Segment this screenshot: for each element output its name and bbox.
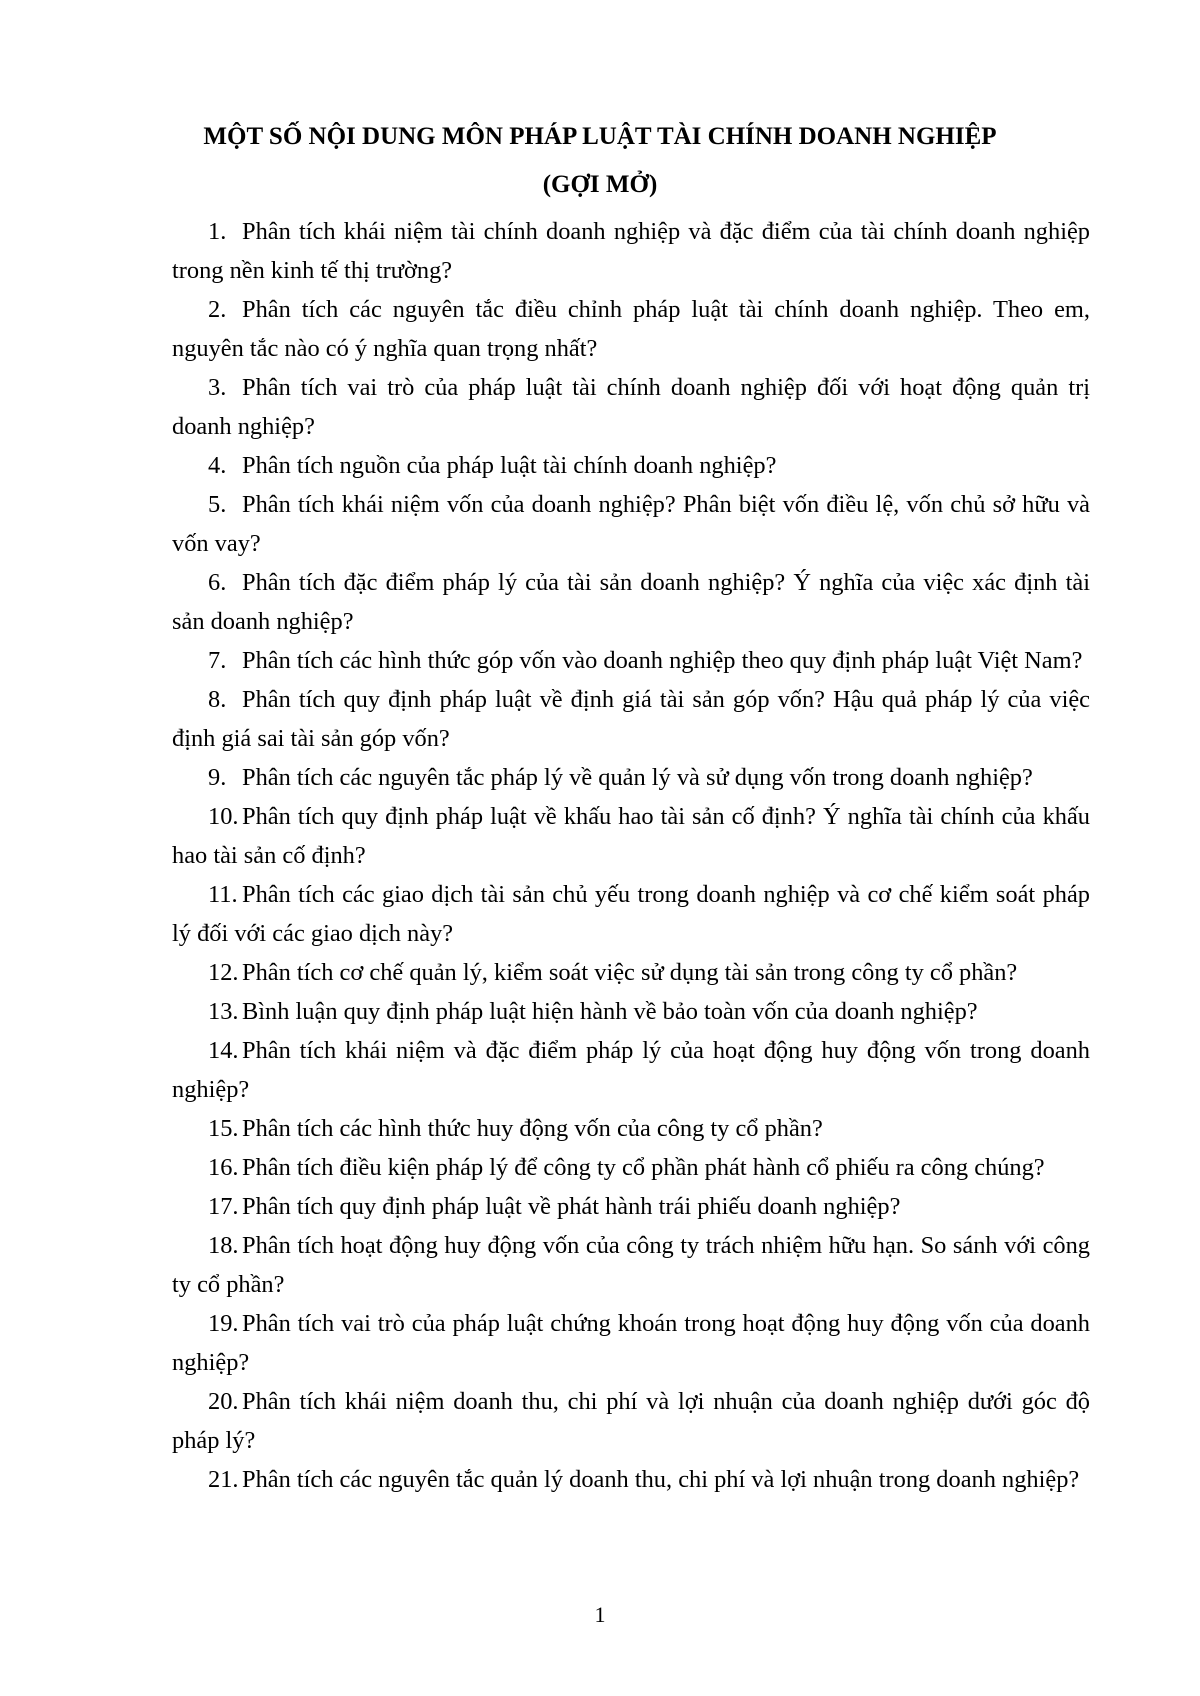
question-number: 19. [208,1310,239,1337]
question-number: 3. [208,374,227,401]
question-text: Phân tích các hình thức huy động vốn của công ty cổ phần? [242,1115,823,1142]
question-text: Phân tích quy định pháp luật về phát hành trái phiếu doanh nghiệp? [242,1193,901,1220]
question-number: 12. [208,959,239,986]
question-item [172,875,1090,953]
question-number: 18. [208,1232,239,1259]
question-item [172,485,1090,563]
question-text: Phân tích vai trò của pháp luật tài chính doanh nghiệp đối với hoạt động quản trị doanh nghiệp? [172,374,1090,440]
question-number: 17. [208,1193,239,1220]
question-item [172,1148,1090,1187]
question-number: 7. [208,647,227,674]
question-number: 2. [208,296,227,323]
question-item [172,1031,1090,1109]
question-text: Phân tích các hình thức góp vốn vào doanh nghiệp theo quy định pháp luật Việt Nam? [242,647,1083,674]
question-text: Phân tích khái niệm và đặc điểm pháp lý của hoạt động huy động vốn trong doanh nghiệp? [172,1037,1090,1103]
question-number: 1. [208,218,227,245]
question-text: Phân tích nguồn của pháp luật tài chính doanh nghiệp? [242,452,777,479]
question-item [172,212,1090,290]
question-number: 11. [208,881,238,908]
question-text: Bình luận quy định pháp luật hiện hành về bảo toàn vốn của doanh nghiệp? [242,998,978,1025]
question-text: Phân tích các giao dịch tài sản chủ yếu trong doanh nghiệp và cơ chế kiểm soát pháp lý đối với các giao dịch này? [172,881,1090,947]
question-item [172,290,1090,368]
page-number: 1 [594,1602,606,1627]
question-item [172,680,1090,758]
question-item [172,368,1090,446]
question-item [172,797,1090,875]
question-text: Phân tích quy định pháp luật về khấu hao tài sản cố định? Ý nghĩa tài chính của khấu hao tài sản cố định? [172,803,1090,869]
question-item [172,1187,1090,1226]
document-title: MỘT SỐ NỘI DUNG MÔN PHÁP LUẬT TÀI CHÍNH DOANH NGHIỆP [203,123,997,150]
question-item [172,758,1090,797]
question-item [172,953,1090,992]
document-subtitle: (GỢI MỞ) [542,171,658,198]
question-number: 16. [208,1154,239,1181]
question-number: 21. [208,1466,239,1493]
question-text: Phân tích quy định pháp luật về định giá tài sản góp vốn? Hậu quả pháp lý của việc định giá sai tài sản góp vốn? [172,686,1090,752]
question-number: 6. [208,569,227,596]
question-text: Phân tích điều kiện pháp lý để công ty cổ phần phát hành cổ phiếu ra công chúng? [242,1154,1045,1181]
question-item [172,1382,1090,1460]
question-number: 14. [208,1037,239,1064]
question-text: Phân tích các nguyên tắc pháp lý về quản lý và sử dụng vốn trong doanh nghiệp? [242,764,1033,791]
question-text: Phân tích hoạt động huy động vốn của công ty trách nhiệm hữu hạn. So sánh với công ty cổ phần? [172,1232,1090,1298]
question-text: Phân tích khái niệm tài chính doanh nghiệp và đặc điểm của tài chính doanh nghiệp trong nền kinh tế thị trường? [172,218,1090,284]
question-text: Phân tích cơ chế quản lý, kiểm soát việc sử dụng tài sản trong công ty cổ phần? [242,959,1018,986]
question-text: Phân tích vai trò của pháp luật chứng khoán trong hoạt động huy động vốn của doanh nghiệp? [172,1310,1090,1376]
question-number: 4. [208,452,227,479]
question-item [172,563,1090,641]
question-number: 15. [208,1115,239,1142]
question-number: 10. [208,803,239,830]
question-text: Phân tích các nguyên tắc điều chỉnh pháp luật tài chính doanh nghiệp. Theo em, nguyên tắc nào có ý nghĩa quan trọng nhất? [172,296,1090,362]
question-number: 9. [208,764,227,791]
question-number: 5. [208,491,227,518]
question-item [172,992,1090,1031]
question-item [172,1304,1090,1382]
question-number: 13. [208,998,239,1025]
question-text: Phân tích khái niệm vốn của doanh nghiệp? Phân biệt vốn điều lệ, vốn chủ sở hữu và vốn vay? [172,491,1090,557]
question-item [172,1460,1090,1499]
question-text: Phân tích khái niệm doanh thu, chi phí và lợi nhuận của doanh nghiệp dưới góc độ pháp lý? [172,1388,1090,1454]
question-number: 20. [208,1388,239,1415]
question-item [172,446,1090,485]
question-text: Phân tích đặc điểm pháp lý của tài sản doanh nghiệp? Ý nghĩa của việc xác định tài sản doanh nghiệp? [172,569,1090,635]
question-number: 8. [208,686,227,713]
question-list [172,212,1090,1499]
question-text: Phân tích các nguyên tắc quản lý doanh thu, chi phí và lợi nhuận trong doanh nghiệp? [242,1466,1080,1493]
question-item [172,1109,1090,1148]
question-item [172,641,1090,680]
question-item [172,1226,1090,1304]
